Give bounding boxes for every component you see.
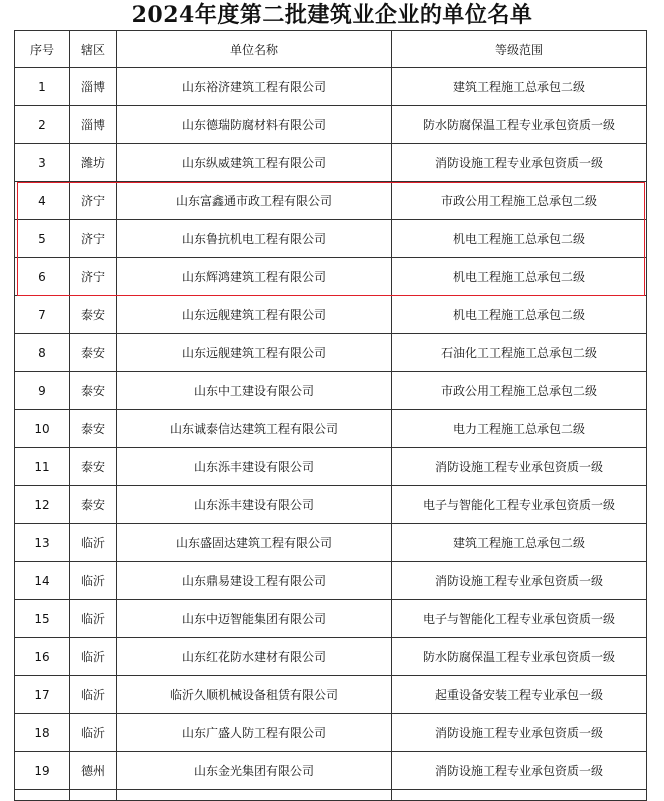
company-list-table — [14, 30, 647, 801]
cell-company-name: 山东盛固达建筑工程有限公司 — [117, 524, 392, 562]
cell-qualification: 消防设施工程专业承包资质一级 — [392, 448, 647, 486]
table-header-row — [15, 31, 647, 68]
cell-qualification: 消防设施工程专业承包资质一级 — [392, 714, 647, 752]
cell-district: 临沂 — [70, 638, 117, 676]
table-row — [15, 410, 647, 448]
cell-index: 11 — [15, 448, 70, 486]
cell-qualification: 电子与智能化工程专业承包资质一级 — [392, 486, 647, 524]
cell-qualification: 市政公用工程施工总承包二级 — [392, 182, 647, 220]
cell-district: 济宁 — [70, 258, 117, 296]
cell-company-name: 山东中迈智能集团有限公司 — [117, 600, 392, 638]
cell-district: 临沂 — [70, 562, 117, 600]
table-row — [15, 68, 647, 106]
cell-district: 临沂 — [70, 524, 117, 562]
cell-qualification: 防水防腐保温工程专业承包资质一级 — [392, 106, 647, 144]
cell-company-name: 山东远舰建筑工程有限公司 — [117, 296, 392, 334]
table-row — [15, 714, 647, 752]
cell-company-name: 山东泺丰建设有限公司 — [117, 448, 392, 486]
cell-index: 19 — [15, 752, 70, 790]
cell-company-name: 山东中工建设有限公司 — [117, 372, 392, 410]
cell-qualification: 机电工程施工总承包二级 — [392, 296, 647, 334]
cell-company-name: 山东裕济建筑工程有限公司 — [117, 68, 392, 106]
cell-index: 2 — [15, 106, 70, 144]
cell-qualification: 建筑工程施工总承包二级 — [392, 524, 647, 562]
cell-index: 7 — [15, 296, 70, 334]
cell-company-name: 山东纵威建筑工程有限公司 — [117, 144, 392, 182]
cell-district: 泰安 — [70, 486, 117, 524]
table-row — [15, 600, 647, 638]
cell-district: 淄博 — [70, 68, 117, 106]
cell-company-name: 山东鲁抗机电工程有限公司 — [117, 220, 392, 258]
cell-company-name: 临沂久顺机械设备租赁有限公司 — [117, 676, 392, 714]
cell-index: 8 — [15, 334, 70, 372]
cell-district: 济宁 — [70, 182, 117, 220]
table-row — [15, 182, 647, 220]
cell-company-name: 山东富鑫通市政工程有限公司 — [117, 182, 392, 220]
table-row — [15, 144, 647, 182]
cell-qualification: 消防设施工程专业承包资质一级 — [392, 752, 647, 790]
table-row — [15, 372, 647, 410]
cell-index: 10 — [15, 410, 70, 448]
cell-index: 16 — [15, 638, 70, 676]
cell-district: 济宁 — [70, 220, 117, 258]
cell-district: 泰安 — [70, 296, 117, 334]
cell-qualification: 防水防腐保温工程专业承包资质一级 — [392, 638, 647, 676]
cell-district: 潍坊 — [70, 144, 117, 182]
cell-index: 6 — [15, 258, 70, 296]
cell-district: 临沂 — [70, 600, 117, 638]
cell-qualification: 电力工程施工总承包二级 — [392, 410, 647, 448]
cell-district: 泰安 — [70, 372, 117, 410]
table-row — [15, 486, 647, 524]
cell-district: 淄博 — [70, 106, 117, 144]
cell-index: 1 — [15, 68, 70, 106]
cell-company-name: 山东金光集团有限公司 — [117, 752, 392, 790]
cell-index: 15 — [15, 600, 70, 638]
cell-company-name: 山东泺丰建设有限公司 — [117, 486, 392, 524]
cell-district: 泰安 — [70, 410, 117, 448]
cell-company-name: 山东诚泰信达建筑工程有限公司 — [117, 410, 392, 448]
header-district: 辖区 — [70, 31, 117, 68]
document-title: 2024年度第二批建筑业企业的单位名单 — [131, 2, 533, 28]
cell-company-name: 山东红花防水建材有限公司 — [117, 638, 392, 676]
cell-index: 3 — [15, 144, 70, 182]
cell-company-name: 山东辉鸿建筑工程有限公司 — [117, 258, 392, 296]
cell-index: 12 — [15, 486, 70, 524]
table-row — [15, 676, 647, 714]
table-row — [15, 334, 647, 372]
table-row — [15, 524, 647, 562]
cell-index: 17 — [15, 676, 70, 714]
table-row — [15, 258, 647, 296]
cell-qualification: 机电工程施工总承包二级 — [392, 258, 647, 296]
cell-district: 泰安 — [70, 334, 117, 372]
cell-qualification: 机电工程施工总承包二级 — [392, 220, 647, 258]
cell-index: 14 — [15, 562, 70, 600]
cell-qualification: 电子与智能化工程专业承包资质一级 — [392, 600, 647, 638]
table-row — [15, 106, 647, 144]
cell-qualification: 消防设施工程专业承包资质一级 — [392, 144, 647, 182]
cell-district: 临沂 — [70, 676, 117, 714]
table-row — [15, 296, 647, 334]
cell-qualification: 石油化工工程施工总承包二级 — [392, 334, 647, 372]
header-qualification: 等级范围 — [392, 31, 647, 68]
cell-qualification: 起重设备安装工程专业承包一级 — [392, 676, 647, 714]
header-index: 序号 — [15, 31, 70, 68]
cell-company-name: 山东德瑞防腐材料有限公司 — [117, 106, 392, 144]
cell-index: 13 — [15, 524, 70, 562]
table-row — [15, 220, 647, 258]
cell-company-name: 山东广盛人防工程有限公司 — [117, 714, 392, 752]
cell-qualification: 市政公用工程施工总承包二级 — [392, 372, 647, 410]
cell-index: 9 — [15, 372, 70, 410]
cell-index: 5 — [15, 220, 70, 258]
table-body — [15, 68, 647, 801]
cell-district: 泰安 — [70, 448, 117, 486]
table-row — [15, 448, 647, 486]
cell-company-name: 山东远舰建筑工程有限公司 — [117, 334, 392, 372]
header-company-name: 单位名称 — [117, 31, 392, 68]
cell-qualification: 建筑工程施工总承包二级 — [392, 68, 647, 106]
cell-company-name: 山东鼎易建设工程有限公司 — [117, 562, 392, 600]
cell-qualification: 消防设施工程专业承包资质一级 — [392, 562, 647, 600]
cell-district: 德州 — [70, 752, 117, 790]
table-row — [15, 752, 647, 790]
cell-index: 4 — [15, 182, 70, 220]
table-row — [15, 638, 647, 676]
cell-district: 临沂 — [70, 714, 117, 752]
table-row — [15, 562, 647, 600]
cell-index: 18 — [15, 714, 70, 752]
